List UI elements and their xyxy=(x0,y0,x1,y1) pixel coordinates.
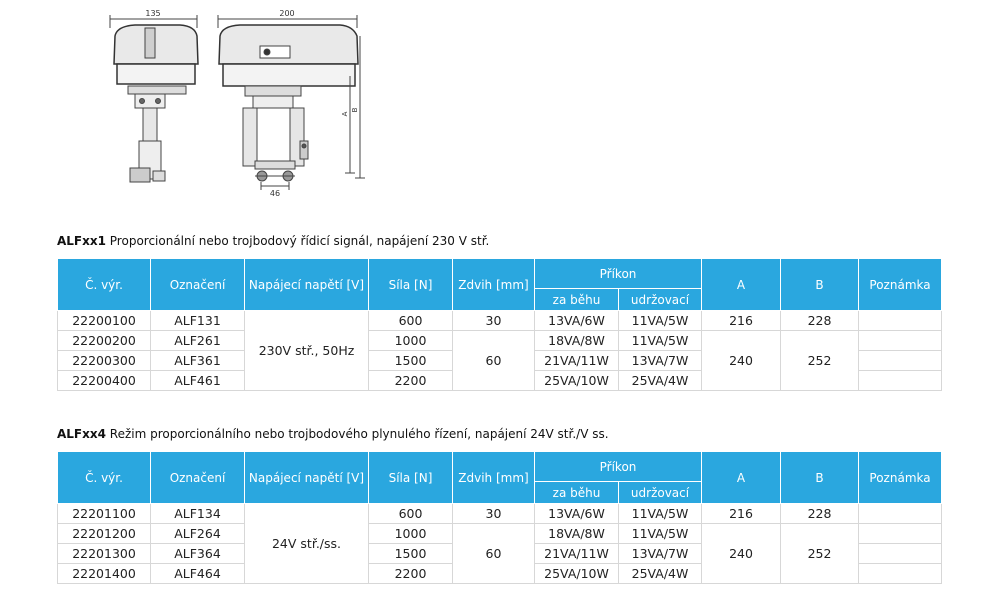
cell-udrzovaci: 13VA/7W xyxy=(619,351,702,371)
cell-cislo: 22200200 xyxy=(58,331,151,351)
cell-oznaceni: ALF261 xyxy=(151,331,245,351)
header-prikon: Příkon xyxy=(535,452,702,482)
cell-poznamka xyxy=(859,524,942,544)
cell-za-behu: 18VA/8W xyxy=(535,524,619,544)
header-a: A xyxy=(702,452,781,504)
cell-oznaceni: ALF464 xyxy=(151,564,245,584)
header-poznamka: Poznámka xyxy=(859,259,942,311)
header-za-behu: za běhu xyxy=(535,482,619,504)
header-poznamka: Poznámka xyxy=(859,452,942,504)
table-row xyxy=(58,504,942,524)
header-oznaceni: Označení xyxy=(151,259,245,311)
cell-cislo: 22200400 xyxy=(58,371,151,391)
actuator-drawing xyxy=(95,6,385,196)
cell-za-behu: 25VA/10W xyxy=(535,371,619,391)
cell-oznaceni: ALF134 xyxy=(151,504,245,524)
table-row xyxy=(58,311,942,331)
section-title-alfxx4 xyxy=(57,427,609,441)
section-description: Proporcionální nebo trojbodový řídicí signál, napájení 230 V stř. xyxy=(105,234,490,248)
header-a: A xyxy=(702,259,781,311)
cell-cislo: 22201200 xyxy=(58,524,151,544)
header-udrzovaci: udržovací xyxy=(619,289,702,311)
cell-b: 228 xyxy=(781,504,859,524)
cell-sila: 1500 xyxy=(369,544,453,564)
cell-poznamka xyxy=(859,351,942,371)
cell-cislo: 22201300 xyxy=(58,544,151,564)
cell-oznaceni: ALF264 xyxy=(151,524,245,544)
cell-za-behu: 13VA/6W xyxy=(535,311,619,331)
cell-a: 216 xyxy=(702,311,781,331)
cell-sila: 600 xyxy=(369,504,453,524)
dim-height-a: A xyxy=(341,111,349,117)
cell-poznamka xyxy=(859,331,942,351)
cell-oznaceni: ALF131 xyxy=(151,311,245,331)
cell-udrzovaci: 13VA/7W xyxy=(619,544,702,564)
cell-a: 240 xyxy=(702,524,781,584)
dim-side-width: 135 xyxy=(145,9,161,18)
spec-table-alfxx4 xyxy=(57,451,942,584)
cell-poznamka xyxy=(859,311,942,331)
cell-sila: 2200 xyxy=(369,371,453,391)
section-description: Režim proporcionálního nebo trojbodového plynulého řízení, napájení 24V stř./V ss. xyxy=(105,427,609,441)
cell-a: 240 xyxy=(702,331,781,391)
section-title-alfxx1 xyxy=(57,234,489,248)
cell-udrzovaci: 11VA/5W xyxy=(619,504,702,524)
header-cislo: Č. výr. xyxy=(58,452,151,504)
header-zdvih: Zdvih [mm] xyxy=(453,452,535,504)
cell-napajeci: 24V stř./ss. xyxy=(245,504,369,584)
header-b: B xyxy=(781,452,859,504)
cell-sila: 1000 xyxy=(369,524,453,544)
header-oznaceni: Označení xyxy=(151,452,245,504)
cell-zdvih: 30 xyxy=(453,311,535,331)
header-cislo: Č. výr. xyxy=(58,259,151,311)
cell-za-behu: 13VA/6W xyxy=(535,504,619,524)
cell-sila: 1000 xyxy=(369,331,453,351)
header-zdvih: Zdvih [mm] xyxy=(453,259,535,311)
cell-b: 228 xyxy=(781,311,859,331)
cell-poznamka xyxy=(859,564,942,584)
cell-udrzovaci: 11VA/5W xyxy=(619,311,702,331)
dim-bottom-width: 46 xyxy=(269,189,281,196)
cell-za-behu: 21VA/11W xyxy=(535,544,619,564)
header-za-behu: za běhu xyxy=(535,289,619,311)
spec-table-alfxx1 xyxy=(57,258,942,391)
cell-poznamka xyxy=(859,371,942,391)
header-udrzovaci: udržovací xyxy=(619,482,702,504)
cell-sila: 600 xyxy=(369,311,453,331)
cell-udrzovaci: 11VA/5W xyxy=(619,331,702,351)
cell-napajeci: 230V stř., 50Hz xyxy=(245,311,369,391)
cell-cislo: 22200300 xyxy=(58,351,151,371)
cell-cislo: 22200100 xyxy=(58,311,151,331)
header-napajeci: Napájecí napětí [V] xyxy=(245,452,369,504)
cell-cislo: 22201400 xyxy=(58,564,151,584)
cell-b: 252 xyxy=(781,331,859,391)
cell-zdvih: 60 xyxy=(453,524,535,584)
header-sila: Síla [N] xyxy=(369,259,453,311)
cell-udrzovaci: 11VA/5W xyxy=(619,524,702,544)
cell-a: 216 xyxy=(702,504,781,524)
cell-udrzovaci: 25VA/4W xyxy=(619,371,702,391)
cell-cislo: 22201100 xyxy=(58,504,151,524)
cell-poznamka xyxy=(859,504,942,524)
table-row xyxy=(58,331,942,351)
cell-udrzovaci: 25VA/4W xyxy=(619,564,702,584)
dim-front-width: 200 xyxy=(279,9,295,18)
cell-za-behu: 25VA/10W xyxy=(535,564,619,584)
cell-oznaceni: ALF364 xyxy=(151,544,245,564)
cell-oznaceni: ALF361 xyxy=(151,351,245,371)
table-row xyxy=(58,524,942,544)
cell-sila: 1500 xyxy=(369,351,453,371)
cell-oznaceni: ALF461 xyxy=(151,371,245,391)
header-b: B xyxy=(781,259,859,311)
cell-b: 252 xyxy=(781,524,859,584)
cell-sila: 2200 xyxy=(369,564,453,584)
header-sila: Síla [N] xyxy=(369,452,453,504)
cell-za-behu: 21VA/11W xyxy=(535,351,619,371)
section-code: ALFxx4 xyxy=(57,427,106,441)
section-code: ALFxx1 xyxy=(57,234,106,248)
cell-zdvih: 60 xyxy=(453,331,535,391)
cell-zdvih: 30 xyxy=(453,504,535,524)
header-prikon: Příkon xyxy=(535,259,702,289)
cell-poznamka xyxy=(859,544,942,564)
dim-height-b: B xyxy=(351,107,359,113)
cell-za-behu: 18VA/8W xyxy=(535,331,619,351)
header-napajeci: Napájecí napětí [V] xyxy=(245,259,369,311)
